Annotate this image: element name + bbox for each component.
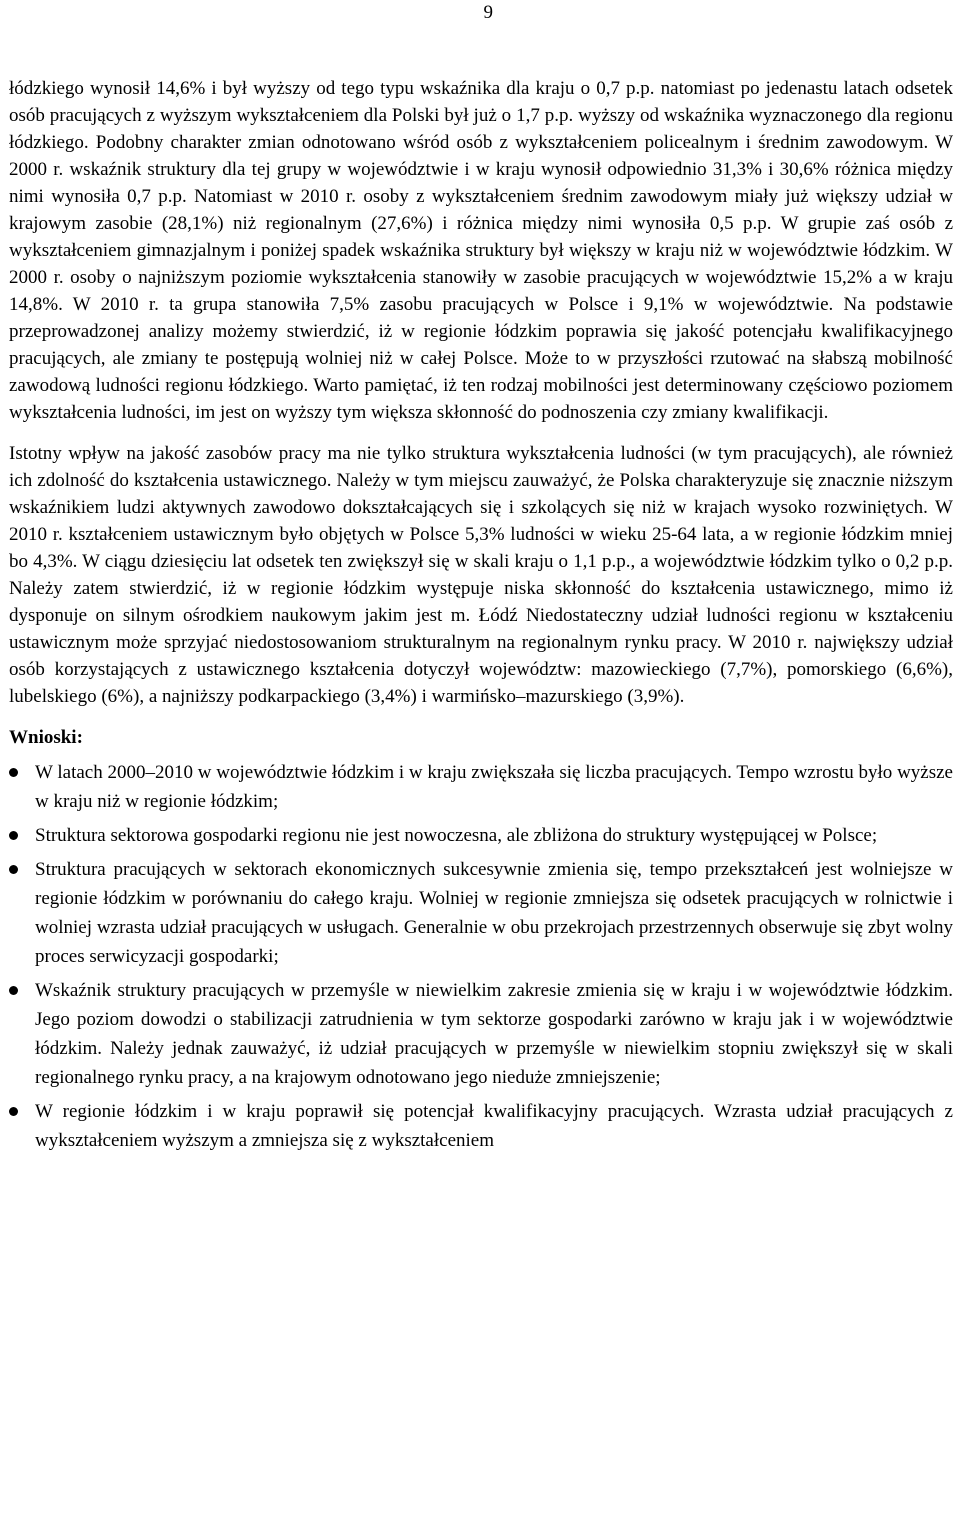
paragraph: łódzkiego wynosił 14,6% i był wyższy od tego typu wskaźnika dla kraju o 0,7 p.p. natomiast po jedenastu latach odsetek osób pracujących z wyższym wykształceniem dla Polski był już o 1,7 p.p. wyższy od wskaźnika wyznaczonego dla regionu łódzkiego. Podobny charakter zmian odnotowano wśród osób z wykształceniem policealnym i średnim zawodowym. W 2000 r. wskaźnik struktury dla tej grupy w województwie i w kraju wynosił odpowiednio 31,3% i 30,6% różnica między nimi wynosiła 0,7 p.p. Natomiast w 2010 r. osoby z wykształceniem średnim zawodowym miały już większy udział w krajowym zasobie (28,1%) niż regionalnym (27,6%) i różnica między nimi wynosiła 0,5 p.p. W grupie zaś osób z wykształceniem gimnazjalnym i poniżej spadek wskaźnika struktury był większy w kraju niż w województwie łódzkim. W 2000 r. osoby o najniższym poziomie wykształcenia stanowiły w zasobie pracujących w województwie 15,2% a w kraju 14,8%. W 2010 r. ta grupa stanowiła 7,5% zasobu pracujących w Polsce i 9,1% w województwie. Na podstawie przeprowadzonej analizy możemy stwierdzić, iż w regionie łódzkim poprawia się jakość potencjału kwalifikacyjnego pracujących, ale zmiany te postępują wolniej niż w całej Polsce. Może to w przyszłości rzutować na słabszą mobilność zawodową ludności regionu łódzkiego. Warto pamiętać, iż ten rodzaj mobilności jest determinowany częściowo poziomem wykształcenia ludności, im jest on wyższy tym większa skłonność do podnoszenia czy zmiany kwalifikacji. xyxy=(9,78,953,423)
document-body xyxy=(9,75,953,1160)
bullet-icon xyxy=(9,1107,18,1116)
bullet-icon xyxy=(9,831,18,840)
conclusions-heading: Wnioski: xyxy=(9,727,83,748)
bullet-icon xyxy=(9,865,18,874)
bullet-icon xyxy=(9,768,18,777)
list-item xyxy=(9,976,953,1092)
list-item xyxy=(9,821,953,850)
list-item-text: Wskaźnik struktury pracujących w przemyśle w niewielkim zakresie zmienia się w kraju i w województwie łódzkim. Jego poziom dowodzi o stabilizacji zatrudnienia w tym sektorze gospodarki zarówno w kraju jak i w województwie łódzkim. Należy jednak zauważyć, iż udział pracujących w przemyśle w niewielkim stopniu zwiększył się w skali regionalnego rynku pracy, a na krajowym odnotowano jego nieduże zmniejszenie; xyxy=(35,980,953,1088)
list-item xyxy=(9,758,953,816)
list-item xyxy=(9,1097,953,1155)
list-item xyxy=(9,855,953,971)
bullet-icon xyxy=(9,986,18,995)
list-item-text: Struktura sektorowa gospodarki regionu nie jest nowoczesna, ale zbliżona do struktury występującej w Polsce; xyxy=(35,825,878,846)
conclusions-list xyxy=(9,758,953,1155)
paragraph: Istotny wpływ na jakość zasobów pracy ma nie tylko struktura wykształcenia ludności (w tym pracujących), ale również ich zdolność do kształcenia ustawicznego. Należy w tym miejscu zauważyć, że Polska charakteryzuje się znacznie niższym wskaźnikiem ludzi aktywnych zawodowo dokształcających się i szkolących się niż w krajach wysoko rozwiniętych. W 2010 r. kształceniem ustawicznym było objętych w Polsce 5,3% ludności w wieku 25-64 lata, a w regionie łódzkim mniej bo 4,3%. W ciągu dziesięciu lat odsetek ten zwiększył się w skali kraju o 1,1 p.p., a województwie łódzkim tylko o 0,2 p.p. Należy zatem stwierdzić, iż w regionie łódzkim występuje niska skłonność do kształcenia ustawicznego, mimo iż dysponuje on silnym ośrodkiem naukowym jakim jest m. Łódź Niedostateczny udział ludności regionu w kształceniu ustawicznym może sprzyjać niedostosowaniom strukturalnym na regionalnym rynku pracy. W 2010 r. największy udział osób korzystających z ustawicznego kształcenia dotyczył województw: mazowieckiego (7,7%), pomorskiego (6,6%), lubelskiego (6%), a najniższy podkarpackiego (3,4%) i warmińsko–mazurskiego (3,9%). xyxy=(9,443,953,707)
list-item-text: W latach 2000–2010 w województwie łódzkim i w kraju zwiększała się liczba pracujących. Tempo wzrostu było wyższe w kraju niż w regionie łódzkim; xyxy=(35,762,953,812)
list-item-text: Struktura pracujących w sektorach ekonomicznych sukcesywnie zmienia się, tempo przekształceń jest wolniejsze w regionie łódzkim w porównaniu do całego kraju. Wolniej w regionie zmniejsza się odsetek pracujących w rolnictwie i wolniej wzrasta udział pracujących w usługach. Generalnie w obu przekrojach przestrzennych obserwuje się zbyt wolny proces serwicyzacji gospodarki; xyxy=(35,859,953,967)
list-item-text: W regionie łódzkim i w kraju poprawił się potencjał kwalifikacyjny pracujących. Wzrasta udział pracujących z wykształceniem wyższym a zmniejsza się z wykształceniem xyxy=(35,1101,953,1151)
page-number: 9 xyxy=(483,2,493,23)
